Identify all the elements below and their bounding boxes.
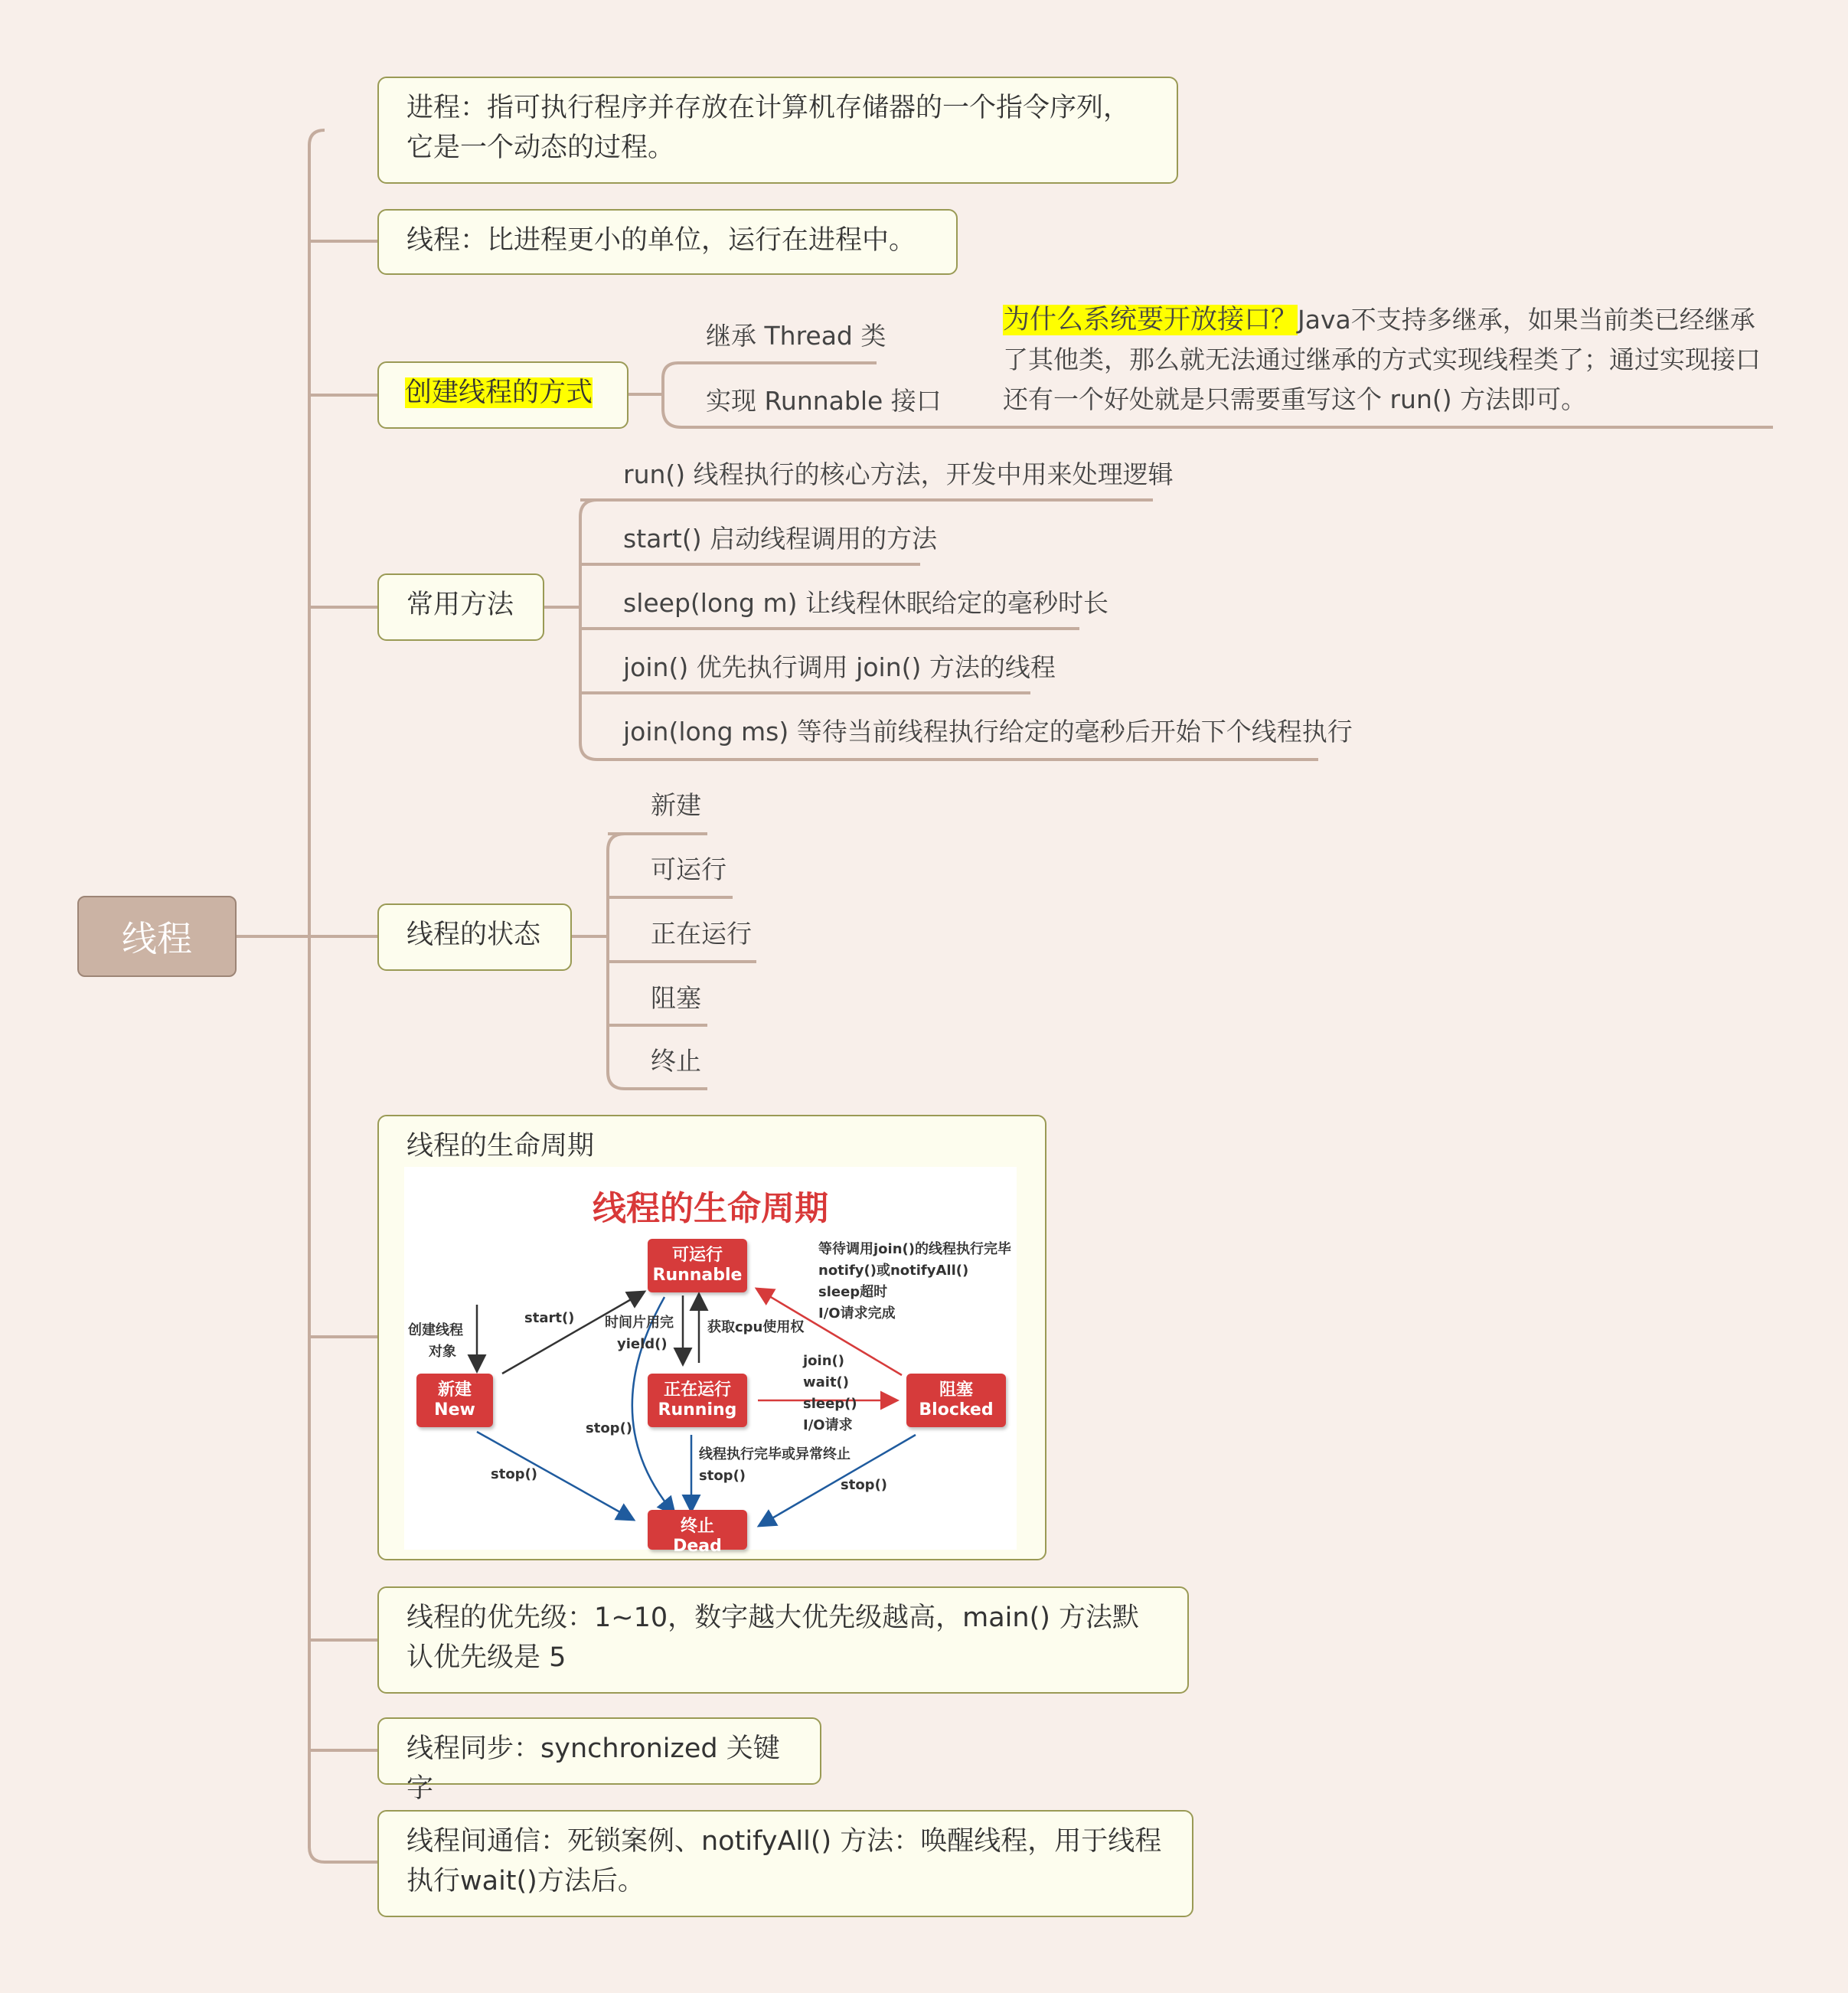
dead-cn: 终止 [680,1517,714,1536]
label-timeslice-2: yield() [617,1336,668,1352]
create-note [1003,300,1768,420]
label-timeslice [605,1312,674,1355]
label-timeslice-1: 时间片用完 [605,1315,674,1331]
label-getcpu: 获取cpu使用权 [707,1319,805,1335]
label-block-1: join() [803,1353,844,1369]
sync-node[interactable]: 线程同步：synchronized 关键字 [377,1717,821,1785]
label-create [408,1320,463,1363]
label-wake-2: notify()或notifyAll() [818,1263,969,1279]
lifecycle-title: 线程的生命周期 [406,1131,595,1161]
running-cn: 正在运行 [663,1380,731,1400]
lifecycle-blocked-node [906,1374,1006,1427]
label-create-2: 对象 [429,1344,456,1360]
lifecycle-image-title: 线程的生命周期 [593,1189,828,1228]
create-thread-title: 创建线程的方式 [405,377,593,408]
method-run[interactable]: run() 线程执行的核心方法，开发中用来处理逻辑 [623,459,1174,489]
lifecycle-dead-node [648,1510,747,1556]
new-cn: 新建 [437,1380,472,1400]
new-en: New [434,1400,475,1420]
label-wake-3: sleep超时 [818,1284,888,1300]
lifecycle-arrows [404,1167,1017,1550]
thread-node[interactable]: 线程：比进程更小的单位，运行在进程中。 [377,209,958,275]
methods-node[interactable]: 常用方法 [377,573,544,641]
method-join[interactable]: join() 优先执行调用 join() 方法的线程 [623,652,1056,682]
label-stop-left: stop() [491,1466,538,1482]
state-runnable[interactable]: 可运行 [651,854,726,884]
lifecycle-running-node [648,1374,747,1427]
label-block-3: sleep() [803,1396,857,1412]
state-running[interactable]: 正在运行 [651,919,752,949]
label-start: start() [524,1310,575,1326]
root-node[interactable]: 线程 [77,896,237,977]
label-wake-4: I/O请求完成 [818,1305,896,1322]
lifecycle-runnable-node [648,1239,747,1292]
label-block-4: I/O请求 [803,1417,853,1433]
state-blocked[interactable]: 阻塞 [651,983,701,1013]
label-stop-mid: stop() [586,1420,633,1436]
lifecycle-image [404,1167,1017,1556]
create-item-thread[interactable]: 继承 Thread 类 [706,321,886,351]
dead-en: Dead [673,1537,722,1556]
priority-node[interactable]: 线程的优先级：1~10，数字越大优先级越高，main() 方法默认优先级是 5 [377,1586,1189,1694]
label-finish-2: stop() [699,1468,746,1484]
runnable-cn: 可运行 [671,1246,723,1265]
label-block-2: wait() [803,1374,850,1390]
label-finish-1: 线程执行完毕或异常终止 [699,1446,851,1462]
label-stop-right: stop() [841,1477,888,1493]
note-text: Java不支持多继承，如果当前类已经继承了其他类，那么就无法通过继承的方式实现线程类了；通过实现接口还有一个好处就是只需要重写这个 run() 方法即可。 [1003,305,1761,414]
state-new[interactable]: 新建 [651,790,701,820]
method-join-ms[interactable]: join(long ms) 等待当前线程执行给定的毫秒后开始下个线程执行 [623,717,1353,747]
process-node[interactable]: 进程：指可执行程序并存放在计算机存储器的一个指令序列，它是一个动态的过程。 [377,77,1178,184]
label-wake [818,1239,1011,1325]
lifecycle-new-node [416,1374,493,1427]
label-finish [699,1444,851,1487]
blocked-en: Blocked [919,1400,994,1420]
create-item-runnable[interactable]: 实现 Runnable 接口 [706,386,942,416]
state-dead[interactable]: 终止 [651,1046,701,1076]
states-node[interactable]: 线程的状态 [377,903,572,971]
note-highlight: 为什么系统要开放接口？ [1003,305,1298,335]
method-sleep[interactable]: sleep(long m) 让线程休眠给定的毫秒时长 [623,588,1109,618]
create-thread-node[interactable] [377,361,629,429]
comm-node[interactable]: 线程间通信：死锁案例、notifyAll() 方法：唤醒线程，用于线程执行wait()方法后。 [377,1810,1193,1917]
blocked-cn: 阻塞 [939,1380,973,1400]
running-en: Running [658,1400,737,1420]
method-start[interactable]: start() 启动线程调用的方法 [623,524,938,554]
label-wake-1: 等待调用join()的线程执行完毕 [818,1241,1011,1257]
label-create-1: 创建线程 [408,1322,463,1338]
label-block [803,1351,857,1436]
runnable-en: Runnable [652,1266,743,1285]
